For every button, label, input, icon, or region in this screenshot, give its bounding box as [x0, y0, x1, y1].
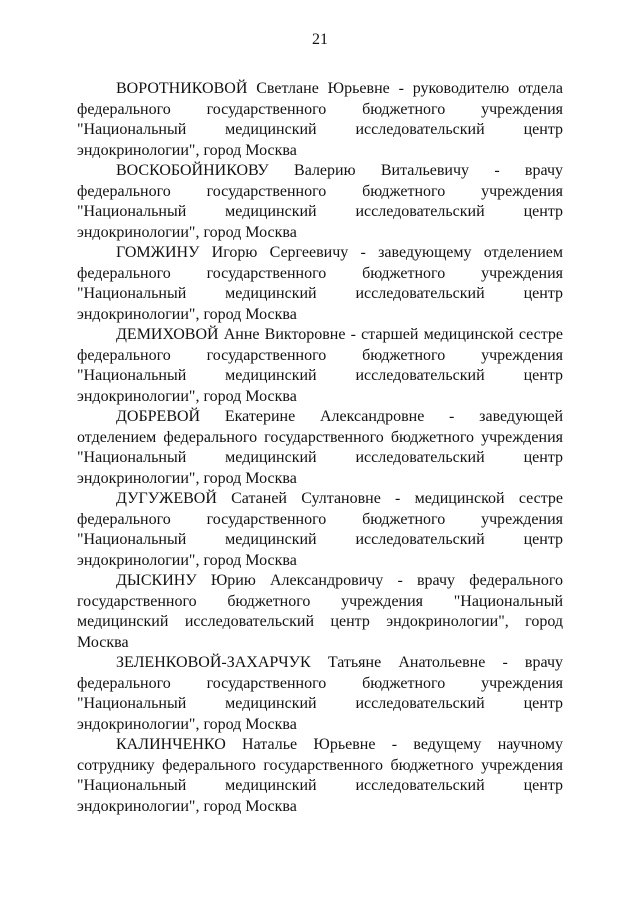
award-entry [77, 325, 563, 407]
entry-text: Анне Викторовне - старшей медицинской сестре федерального государственного бюджетного учреждения "Национальный медицинский исследовательский центр эндокринологии", город Москва [77, 326, 563, 405]
award-entry [77, 243, 563, 325]
entry-text: Валерию Витальевичу - врачу федерального государственного бюджетного учреждения "Национальный медицинский исследовательский центр эндокринологии", город Москва [77, 162, 563, 241]
entry-surname: ВОСКОБОЙНИКОВУ [116, 162, 269, 179]
entry-surname: ЗЕЛЕНКОВОЙ-ЗАХАРЧУК [116, 654, 311, 671]
award-entry [77, 735, 563, 817]
entry-surname: ДУГУЖЕВОЙ [116, 490, 217, 507]
award-entry [77, 571, 563, 653]
entry-text: Юрию Александровичу - врачу федерального государственного бюджетного учреждения "Национальный медицинский исследовательский центр эндокринологии", город Москва [77, 572, 563, 651]
document-body [77, 79, 563, 817]
award-entry [77, 489, 563, 571]
award-entry [77, 161, 563, 243]
award-entry [77, 407, 563, 489]
entry-surname: ГОМЖИНУ [116, 244, 200, 261]
entry-text: Светлане Юрьевне - руководителю отдела федерального государственного бюджетного учреждения "Национальный медицинский исследовательский центр эндокринологии", город Москва [77, 80, 563, 159]
entry-text: Сатаней Султановне - медицинской сестре федерального государственного бюджетного учреждения "Национальный медицинский исследовательский центр эндокринологии", город Москва [77, 490, 563, 569]
entry-surname: ДЕМИХОВОЙ [116, 326, 219, 343]
entry-surname: ДЫСКИНУ [116, 572, 197, 589]
award-entry [77, 79, 563, 161]
entry-text: Татьяне Анатольевне - врачу федерального государственного бюджетного учреждения "Национальный медицинский исследовательский центр эндокринологии", город Москва [77, 654, 563, 733]
entry-text: Игорю Сергеевичу - заведующему отделением федерального государственного бюджетного учреждения "Национальный медицинский исследовательский центр эндокринологии", город Москва [77, 244, 563, 323]
entry-surname: ВОРОТНИКОВОЙ [116, 80, 248, 97]
entry-text: Екатерине Александровне - заведующей отделением федерального государственного бюджетного учреждения "Национальный медицинский исследовательский центр эндокринологии", город Москва [77, 408, 563, 487]
entry-text: Наталье Юрьевне - ведущему научному сотруднику федерального государственного бюджетного учреждения "Национальный медицинский исследовательский центр эндокринологии", город Москва [77, 736, 563, 815]
page-number: 21 [312, 31, 328, 48]
entry-surname: КАЛИНЧЕНКО [116, 736, 226, 753]
entry-surname: ДОБРЕВОЙ [116, 408, 201, 425]
award-entry [77, 653, 563, 735]
